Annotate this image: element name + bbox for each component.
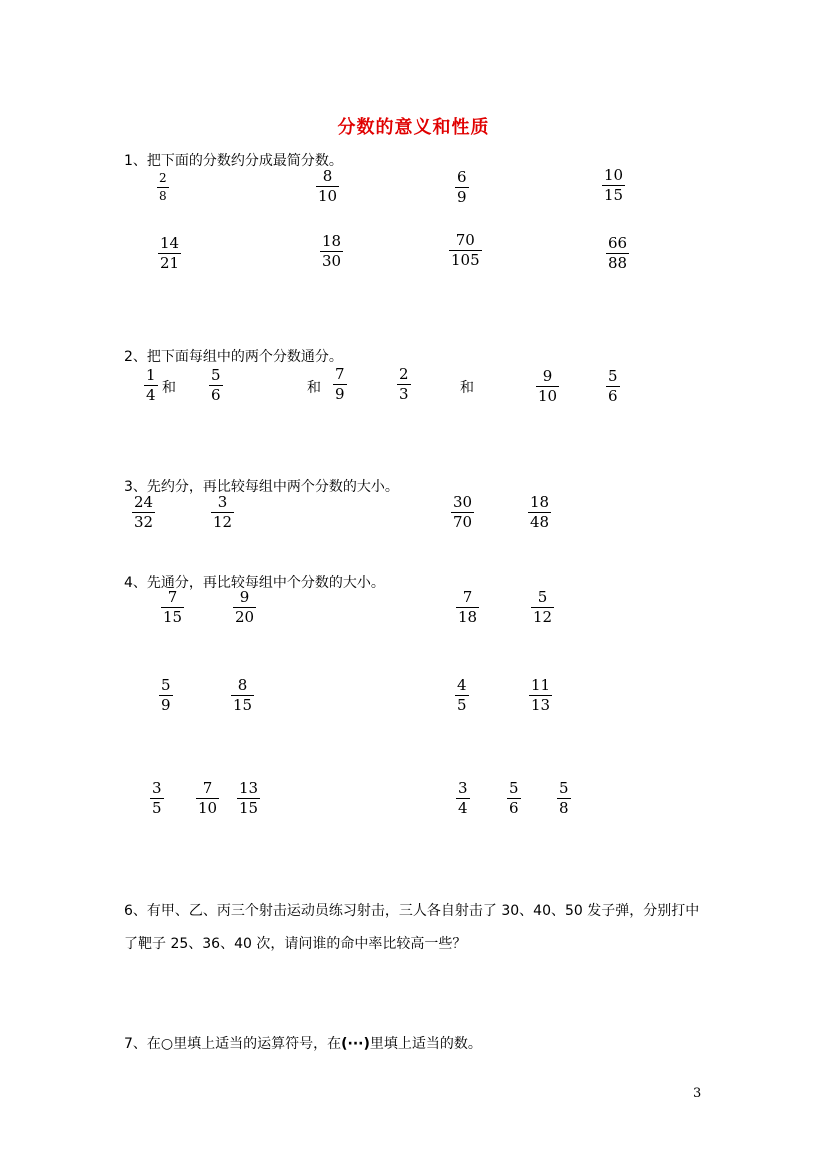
question-4-text: 4、先通分，再比较每组中个分数的大小。 bbox=[124, 575, 385, 591]
q7-text-before: 7、在 bbox=[124, 1036, 161, 1052]
denominator: 10 bbox=[318, 187, 338, 205]
denominator: 15 bbox=[163, 608, 183, 626]
numerator: 66 bbox=[608, 234, 628, 252]
denominator: 15 bbox=[233, 696, 253, 714]
numerator: 6 bbox=[457, 168, 467, 186]
numerator: 70 bbox=[455, 231, 475, 249]
parentheses-symbol: (···) bbox=[341, 1036, 370, 1052]
denominator: 4 bbox=[458, 799, 468, 817]
q4-fraction-13 bbox=[507, 779, 521, 818]
denominator: 15 bbox=[604, 186, 624, 204]
q4-fraction-1 bbox=[161, 588, 184, 627]
numerator: 13 bbox=[239, 779, 259, 797]
denominator: 70 bbox=[453, 513, 473, 531]
q7-text-after: 里填上适当的数。 bbox=[369, 1036, 482, 1052]
numerator: 18 bbox=[322, 232, 342, 250]
denominator: 10 bbox=[198, 799, 218, 817]
numerator: 5 bbox=[161, 676, 171, 694]
q1-fraction-1 bbox=[157, 170, 169, 205]
denominator: 5 bbox=[457, 696, 467, 714]
numerator: 30 bbox=[453, 493, 473, 511]
q2-fraction-3 bbox=[333, 365, 347, 404]
numerator: 7 bbox=[335, 365, 345, 383]
numerator: 2 bbox=[399, 365, 409, 383]
q4-fraction-10 bbox=[196, 779, 219, 818]
denominator: 13 bbox=[531, 696, 551, 714]
question-6-line-2: 了靶子 25、36、40 次，请问谁的命中率比较高一些？ bbox=[124, 936, 467, 952]
numerator: 7 bbox=[167, 588, 178, 606]
denominator: 5 bbox=[152, 799, 162, 817]
q2-fraction-1 bbox=[144, 366, 158, 405]
q3-fraction-2 bbox=[211, 493, 234, 532]
q4-fraction-11 bbox=[237, 779, 260, 818]
denominator: 105 bbox=[451, 251, 480, 269]
numerator: 14 bbox=[160, 234, 180, 252]
q1-fraction-2 bbox=[316, 167, 339, 206]
q1-fraction-3 bbox=[455, 168, 469, 207]
denominator: 30 bbox=[322, 252, 342, 270]
numerator: 8 bbox=[237, 676, 248, 694]
q3-fraction-3 bbox=[451, 493, 474, 532]
page-title: 分数的意义和性质 bbox=[337, 117, 490, 138]
q1-fraction-4 bbox=[602, 166, 625, 205]
denominator: 18 bbox=[458, 608, 478, 626]
q4-fraction-3 bbox=[456, 588, 479, 627]
numerator: 5 bbox=[509, 779, 519, 797]
q4-fraction-6 bbox=[231, 676, 254, 715]
denominator: 8 bbox=[559, 799, 569, 817]
denominator: 20 bbox=[235, 608, 255, 626]
numerator: 2 bbox=[159, 171, 167, 185]
denominator: 21 bbox=[160, 254, 180, 272]
denominator: 12 bbox=[533, 608, 553, 626]
q2-fraction-5 bbox=[536, 367, 559, 406]
denominator: 8 bbox=[159, 189, 167, 203]
question-6-line-1: 6、有甲、乙、丙三个射击运动员练习射击，三人各自射击了 30、40、50 发子弹，分别打中 bbox=[124, 903, 700, 919]
numerator: 1 bbox=[146, 366, 156, 384]
denominator: 6 bbox=[509, 799, 519, 817]
q7-text-middle: 里填上适当的运算符号，在 bbox=[173, 1036, 342, 1052]
numerator: 11 bbox=[531, 676, 551, 694]
numerator: 9 bbox=[239, 588, 250, 606]
q1-fraction-7 bbox=[449, 231, 482, 270]
q4-fraction-2 bbox=[233, 588, 256, 627]
q2-fraction-4 bbox=[397, 365, 411, 404]
q1-fraction-6 bbox=[320, 232, 343, 271]
denominator: 6 bbox=[608, 387, 618, 405]
numerator: 5 bbox=[537, 588, 548, 606]
numerator: 5 bbox=[559, 779, 569, 797]
denominator: 9 bbox=[457, 188, 467, 206]
denominator: 10 bbox=[538, 387, 558, 405]
q2-fraction-6 bbox=[606, 367, 620, 406]
numerator: 7 bbox=[202, 779, 213, 797]
denominator: 32 bbox=[134, 513, 154, 531]
and-word: 和 bbox=[460, 380, 474, 396]
q4-fraction-12 bbox=[456, 779, 470, 818]
q4-fraction-7 bbox=[455, 676, 469, 715]
numerator: 24 bbox=[134, 493, 154, 511]
numerator: 5 bbox=[211, 366, 221, 384]
denominator: 15 bbox=[239, 799, 259, 817]
circle-symbol: ○ bbox=[160, 1036, 174, 1052]
denominator: 9 bbox=[161, 696, 171, 714]
denominator: 4 bbox=[146, 386, 156, 404]
question-7-text bbox=[124, 1033, 482, 1053]
numerator: 9 bbox=[542, 367, 553, 385]
numerator: 3 bbox=[458, 779, 468, 797]
q1-fraction-8 bbox=[606, 234, 629, 273]
q1-fraction-5 bbox=[158, 234, 181, 273]
denominator: 88 bbox=[608, 254, 628, 272]
q4-fraction-8 bbox=[529, 676, 552, 715]
q3-fraction-4 bbox=[528, 493, 551, 532]
q4-fraction-5 bbox=[159, 676, 173, 715]
denominator: 48 bbox=[530, 513, 550, 531]
denominator: 3 bbox=[399, 385, 409, 403]
denominator: 6 bbox=[211, 386, 221, 404]
q4-fraction-14 bbox=[557, 779, 571, 818]
numerator: 18 bbox=[530, 493, 550, 511]
numerator: 3 bbox=[152, 779, 162, 797]
and-word: 和 bbox=[307, 380, 321, 396]
numerator: 8 bbox=[322, 167, 333, 185]
denominator: 9 bbox=[335, 385, 345, 403]
and-word: 和 bbox=[162, 380, 176, 396]
q4-fraction-4 bbox=[531, 588, 554, 627]
numerator: 3 bbox=[217, 493, 228, 511]
question-3-text: 3、先约分，再比较每组中两个分数的大小。 bbox=[124, 479, 399, 495]
numerator: 7 bbox=[462, 588, 473, 606]
page-number: 3 bbox=[693, 1086, 702, 1101]
numerator: 4 bbox=[457, 676, 467, 694]
q2-fraction-2 bbox=[209, 366, 223, 405]
question-1-text: 1、把下面的分数约分成最简分数。 bbox=[124, 153, 343, 169]
q3-fraction-1 bbox=[132, 493, 155, 532]
denominator: 12 bbox=[213, 513, 233, 531]
q4-fraction-9 bbox=[150, 779, 164, 818]
numerator: 5 bbox=[608, 367, 618, 385]
numerator: 10 bbox=[604, 166, 624, 184]
question-2-text: 2、把下面每组中的两个分数通分。 bbox=[124, 349, 343, 365]
